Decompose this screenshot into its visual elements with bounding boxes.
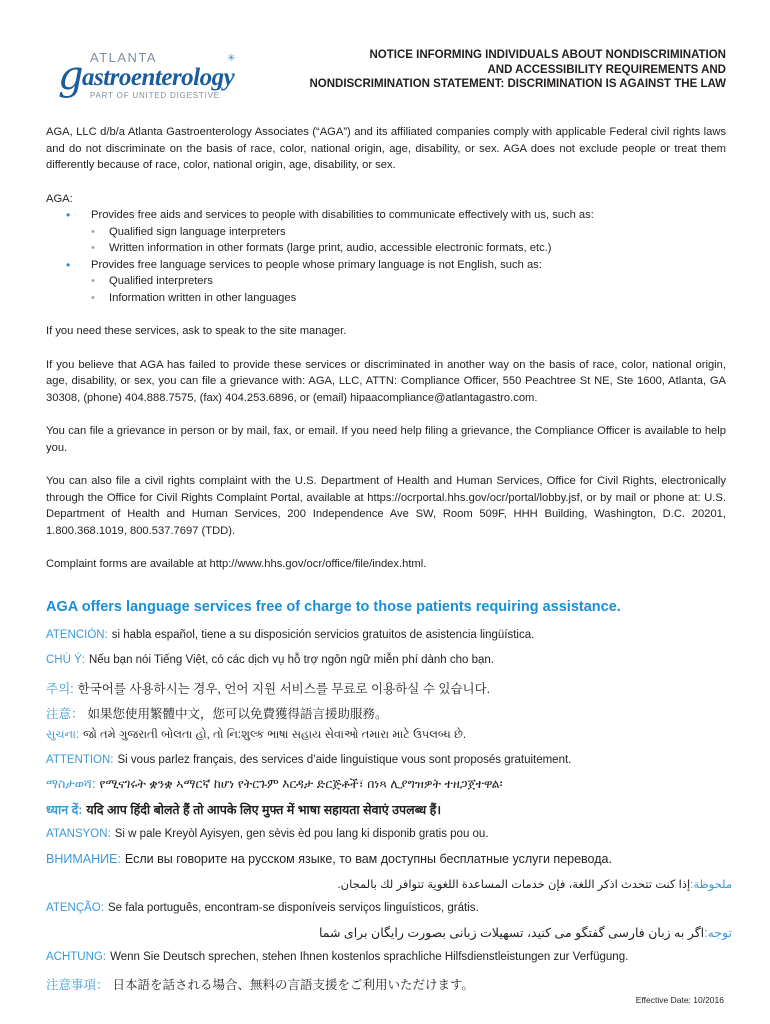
logo-atlanta-text: ATLANTA [90,50,158,65]
lang-haitian-creole: ATANSYON: Si w pale Kreyòl Ayisyen, gen sèvis èd pou lang ki disponib gratis pou ou. [46,828,489,840]
lang-german: ACHTUNG: Wenn Sie Deutsch sprechen, stehen Ihnen kostenlos sprachliche Hilfsdienstleistungen zur Verfügung. [46,951,629,963]
effective-date: Effective Date: 10/2016 [635,995,724,1005]
intro-paragraph: AGA, LLC d/b/a Atlanta Gastroenterology Associates (“AGA”) and its affiliated companies comply with applicable Federal civil rights laws and do not discriminate on the basis of race, color, national origin, age, disability, or sex. AGA does not exclude people or treat them differently because of race, color, national origin, age, disability, or sex. [46,126,726,171]
title-line: AND ACCESSIBILITY REQUIREMENTS AND [487,63,726,76]
logo-gastroenterology-text: astroenterology [82,64,235,91]
file-grievance-paragraph: You can file a grievance in person or by mail, fax, or email. If you need help filing a grievance, the Compliance Officer is available to help you. [46,425,726,454]
sub-list-item: • Qualified interpreters [46,273,726,290]
lang-amharic: ማስታወሻ: የሚናገሩት ቋንቋ ኣማርኛ ከሆነ የትርጉም እርዳታ ድርጅቶች፣ በነጻ ሊያግዝዎት ተዘጋጀተዋል፡ [46,777,503,791]
bullet-icon: • [66,257,71,272]
civil-rights-paragraph: You can also file a civil rights complaint with the U.S. Department of Health and Human Services, Office for Civil Rights, electronically through the Office for Civil Rights Complaint Portal, available at https://ocrportal.hhs.gov/ocr/portal/lobby.jsf, or by mail or phone at: U.S. Department of Health and Human Services, 200 Independence Ave SW, Room 509F, HHH Building, Washington, D.C. 20201, 1.800.368.1019, 800.537.7697 (TDD). [46,475,726,537]
sub-list-item: • Qualified sign language interpreters [46,224,726,241]
bullet-icon: • [66,208,71,222]
sub-bullet-icon: • [91,242,95,254]
lang-hindi: ध्यान दें: यदि आप हिंदी बोलते हैं तो आपके लिए मुफ्त में भाषा सहायता सेवाएं उपलब्ध हैं। [46,803,442,817]
logo-g-letter: g [58,53,84,99]
lang-french: ATTENTION: Si vous parlez français, des services d’aide linguistique vous sont proposés gratuitement. [46,754,572,766]
lang-korean: 주의: 한국어를 사용하시는 경우, 언어 지원 서비스를 무료로 이용하실 수 있습니다. [46,682,491,696]
need-services-paragraph: If you need these services, ask to speak to the site manager. [46,325,347,337]
list-item: • Provides free language services to people whose primary language is not English, such as: [66,257,542,272]
sub-list-item: • Information written in other languages [46,290,726,307]
aga-label: AGA: [46,192,73,205]
lang-arabic: ملحوظة:إذا كنت تتحدث اذكر اللغة، فإن خدمات المساعدة اللغوية تتوافر لك بالمجان. [337,879,732,891]
lang-chinese: 注意： 如果您使用繁體中文，您可以免費獲得語言援助服務。 [46,707,388,721]
company-logo [50,50,240,102]
sub-bullet-icon: • [91,275,95,287]
lang-portuguese: ATENÇÃO: Se fala português, encontram-se disponíveis serviços linguísticos, grátis. [46,902,479,914]
sub-bullet-icon: • [91,291,95,304]
notice-body [46,124,726,573]
lang-vietnamese: CHÚ Ý: Nếu bạn nói Tiếng Việt, có các dịch vụ hỗ trợ ngôn ngữ miễn phí dành cho bạn. [46,654,494,666]
list-item: • Provides free aids and services to people with disabilities to communicate effectively with us, such as: [66,208,594,222]
lang-farsi: توجه:اگر به زبان فارسی گفتگو می کنید، تسهیلات زبانی بصورت رایگان برای شما [318,926,732,940]
logo-star-icon: ✳ [227,53,236,64]
logo-subtitle: PART OF UNITED DIGESTIVE [90,91,220,100]
sub-bullet-icon: • [91,225,95,238]
lang-spanish: ATENCIÓN: si habla español, tiene a su disposición servicios gratuitos de asistencia lingüística. [46,629,535,641]
grievance-paragraph: If you believe that AGA has failed to provide these services or discriminated in another way on the basis of race, color, national origin, age, disability, or sex, you can file a grievance with: AGA, LLC, ATTN: Compliance Officer, 550 Peachtree St NE, Ste 1600, Atlanta, GA 30308, (phone) 404.888.7575, (fax) 404.253.6896, or (email) hipaacompliance@atlantagastro.com. [46,358,726,404]
title-line: NONDISCRIMINATION STATEMENT: DISCRIMINATION IS AGAINST THE LAW [309,78,726,90]
title-line: NOTICE INFORMING INDIVIDUALS ABOUT NONDISCRIMINATION [369,49,726,61]
language-services-heading: AGA offers language services free of charge to those patients requiring assistance. [46,599,621,615]
sub-list-item: • Written information in other formats (large print, audio, accessible electronic formats, etc.) [46,240,726,257]
lang-gujarati: સુચના: જો તમે ગુજરાતી બોલતા હો, તો નિ:શુલ્ક ભાષા સહાય સેવાઓ તમારા માટે ઉપલબ્ધ છે. [46,729,467,741]
lang-japanese: 注意事項： 日本語を話される場合、無料の言語支援をご利用いただけます。 [46,978,475,992]
lang-russian: ВНИМАНИЕ: Если вы говорите на русском языке, то вам доступны бесплатные услуги перевода. [46,852,612,866]
notice-title [256,48,726,92]
complaint-forms-paragraph: Complaint forms are available at http://www.hhs.gov/ocr/office/file/index.html. [46,558,427,570]
